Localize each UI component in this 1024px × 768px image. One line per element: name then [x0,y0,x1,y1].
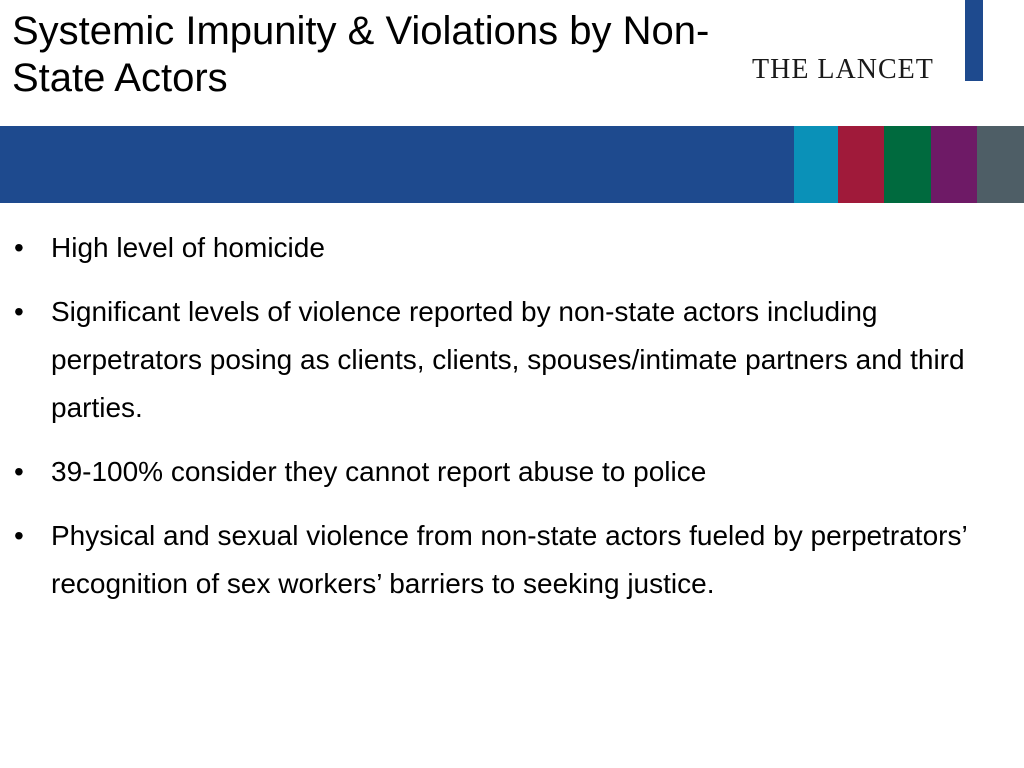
bullet-item [14,288,974,432]
lancet-logo-bar [965,0,983,81]
bullet-dot: • [14,456,24,487]
header-color-band [0,126,1024,203]
band-swatch-green [884,126,931,203]
bullet-item [14,448,974,496]
lancet-logo [752,0,1024,125]
header-band-main [0,126,794,203]
bullet-dot: • [14,232,24,263]
bullet-list [14,224,974,624]
bullet-text: Physical and sexual violence from non-state actors fueled by perpetrators’ recognition of sex workers’ barriers to seeking justice. [51,520,967,599]
bullet-item [14,512,974,608]
lancet-logo-text: THE LANCET [752,54,934,85]
bullet-dot: • [14,296,24,327]
slide-title: Systemic Impunity & Violations by Non-State Actors [12,9,710,100]
band-swatch-crimson [838,126,884,203]
bullet-dot: • [14,520,24,551]
bullet-text: High level of homicide [51,232,325,263]
bullet-item [14,224,974,272]
band-swatch-teal [794,126,838,203]
band-swatch-slate [977,126,1024,203]
bullet-text: Significant levels of violence reported by non-state actors including perpetrators posing as clients, clients, spouses/intimate partners and third parties. [51,296,965,423]
band-swatch-purple [931,126,977,203]
bullet-text: 39-100% consider they cannot report abuse to police [51,456,707,487]
